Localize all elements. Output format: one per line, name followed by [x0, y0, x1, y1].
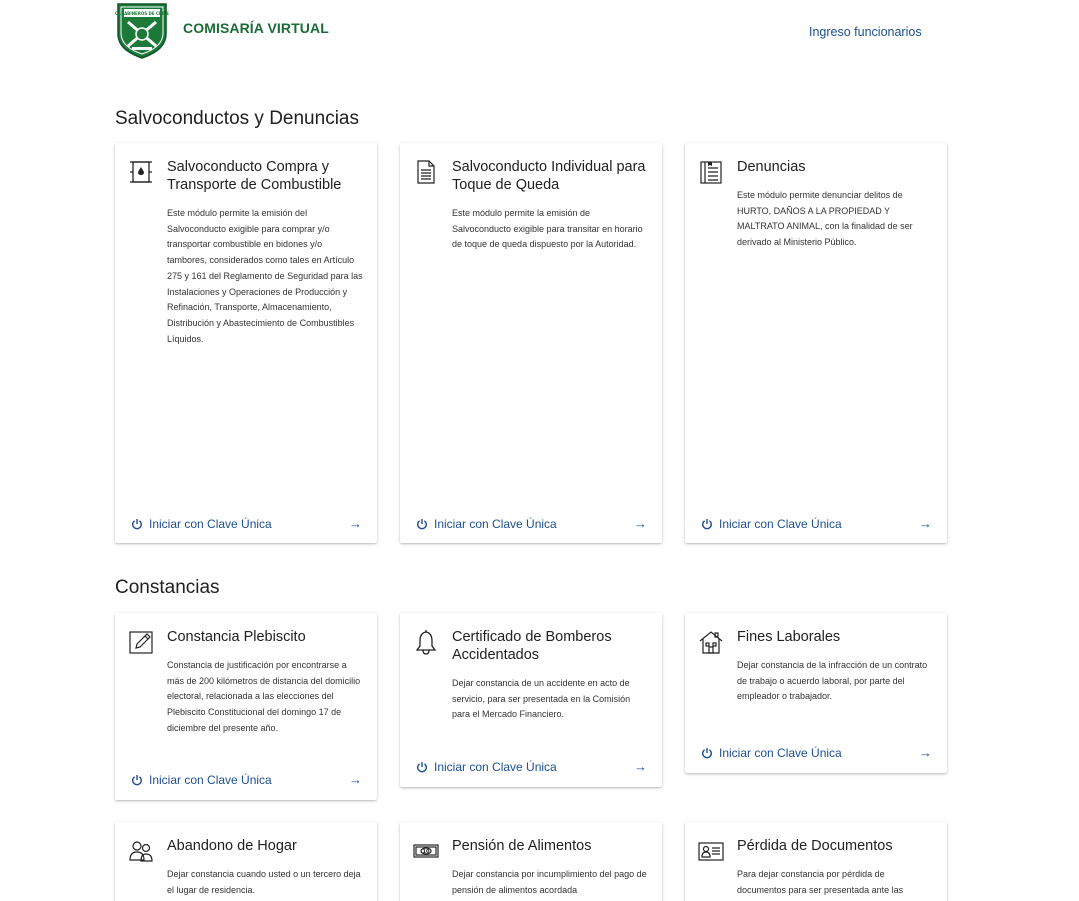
- card-perdida-documentos[interactable]: [685, 822, 947, 901]
- document-icon: [413, 159, 439, 185]
- house-icon: [698, 629, 724, 655]
- arrow-right-icon[interactable]: →: [919, 745, 932, 760]
- card-title: Abandono de Hogar: [167, 838, 297, 854]
- clave-unica-label: Iniciar con Clave Única: [434, 760, 557, 774]
- pencil-icon: [128, 629, 154, 655]
- arrow-right-icon[interactable]: →: [919, 516, 932, 531]
- card-description: Dejar constancia por incumplimiento del pago de pensión de alimentos acordada: [452, 869, 647, 895]
- arrow-right-icon[interactable]: →: [349, 772, 362, 787]
- staff-login-link[interactable]: Ingreso funcionarios: [809, 25, 922, 39]
- card-title: Salvoconducto Compra y Transporte de Combustible: [167, 159, 342, 193]
- arrow-right-icon[interactable]: →: [634, 516, 647, 531]
- clave-unica-label: Iniciar con Clave Única: [149, 773, 272, 787]
- card-fines-laborales[interactable]: [685, 613, 947, 773]
- card-denuncias[interactable]: [685, 143, 947, 543]
- power-icon: [416, 518, 428, 530]
- card-description: Dejar constancia cuando usted o un tercero deja el lugar de residencia.: [167, 869, 361, 895]
- clave-unica-label: Iniciar con Clave Única: [719, 517, 842, 531]
- card-salvoconducto-toque-queda[interactable]: [400, 143, 662, 543]
- power-icon: [701, 518, 713, 530]
- clave-unica-label: Iniciar con Clave Única: [719, 746, 842, 760]
- card-certificado-bomberos[interactable]: [400, 613, 662, 787]
- power-icon: [131, 518, 143, 530]
- card-title: Fines Laborales: [737, 629, 841, 645]
- clave-unica-login-button[interactable]: [131, 516, 272, 532]
- card-description: Este módulo permite la emisión del Salvoconducto exigible para comprar y/o transportar combustible en bidones y/o tambores, considerados como tales en Artículo 275 y 161 del Reglamento de Seguridad para las Instalaciones y Operaciones de Producción y Refinación, Transporte, Almacenamiento, Distribución y Abastecimiento de Combustibles Líquidos.: [167, 208, 363, 344]
- clave-unica-label: Iniciar con Clave Única: [434, 517, 557, 531]
- card-description: Dejar constancia de la infracción de un contrato de trabajo o acuerdo laboral, por parte del empleador o trabajador.: [737, 660, 928, 702]
- card-description: Constancia de justificación por encontrarse a más de 200 kilómetros de distancia del domicilio electoral, relacionada a las elecciones del Plebiscito Constitucional del domingo 17 de diciembre del presente año.: [167, 660, 361, 733]
- people-icon: [128, 838, 154, 864]
- power-icon: [416, 761, 428, 773]
- card-title: Pensión de Alimentos: [452, 838, 592, 854]
- section-title-salvoconductos: Salvoconductos y Denuncias: [115, 108, 359, 129]
- card-description: Este módulo permite la emisión de Salvoconducto exigible para transitar en horario de toque de queda dispuesto por la Autoridad.: [452, 208, 643, 250]
- card-title: Denuncias: [737, 159, 806, 175]
- carabineros-logo[interactable]: [114, 0, 170, 60]
- clave-unica-login-button[interactable]: [416, 759, 557, 775]
- book-icon: [698, 159, 724, 185]
- card-description: Este módulo permite denunciar delitos de HURTO, DAÑOS A LA PROPIEDAD Y MALTRATO ANIMAL, con la finalidad de ser derivado al Ministerio Público.: [737, 190, 913, 248]
- power-icon: [131, 774, 143, 786]
- clave-unica-login-button[interactable]: [416, 516, 557, 532]
- card-title: Salvoconducto Individual para Toque de Queda: [452, 159, 646, 193]
- clave-unica-login-button[interactable]: [701, 745, 842, 761]
- clave-unica-label: Iniciar con Clave Única: [149, 517, 272, 531]
- fuel-drum-icon: [128, 159, 154, 185]
- power-icon: [701, 747, 713, 759]
- card-title: Certificado de Bomberos Accidentados: [452, 629, 612, 663]
- arrow-right-icon[interactable]: →: [634, 759, 647, 774]
- banknote-icon: [413, 838, 439, 864]
- card-abandono-hogar[interactable]: [115, 822, 377, 901]
- arrow-right-icon[interactable]: →: [349, 516, 362, 531]
- card-pension-alimentos[interactable]: [400, 822, 662, 901]
- section-title-constancias: Constancias: [115, 577, 220, 598]
- id-card-icon: [698, 838, 724, 864]
- card-title: Pérdida de Documentos: [737, 838, 893, 854]
- clave-unica-login-button[interactable]: [701, 516, 842, 532]
- brand-title: COMISARÍA VIRTUAL: [183, 20, 329, 36]
- header: [0, 0, 1079, 62]
- card-description: Para dejar constancia por pérdida de documentos para ser presentada ante las: [737, 869, 904, 895]
- card-constancia-plebiscito[interactable]: [115, 613, 377, 800]
- clave-unica-login-button[interactable]: [131, 772, 272, 788]
- logo-text: CARABINEROS DE CHILE: [114, 11, 170, 16]
- banknote-value: 10: [422, 849, 430, 855]
- card-salvoconducto-combustible[interactable]: [115, 143, 377, 543]
- bell-icon: [413, 629, 439, 655]
- card-title: Constancia Plebiscito: [167, 629, 306, 645]
- card-description: Dejar constancia de un accidente en acto de servicio, para ser presentada en la Comisión para el Mercado Financiero.: [452, 678, 631, 720]
